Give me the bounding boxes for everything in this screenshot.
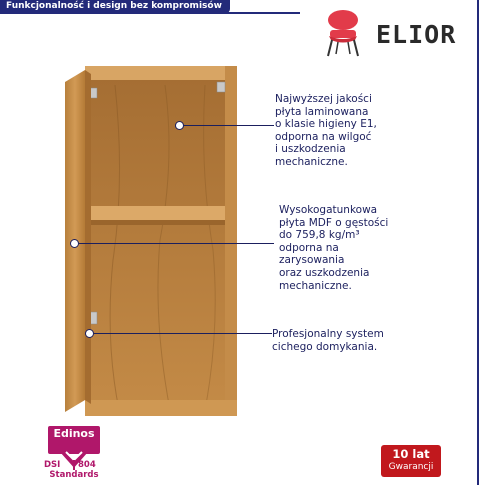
brand-logo — [318, 8, 457, 58]
callout-marker-1 — [175, 121, 184, 130]
page-title: Funkcjonalność i design bez kompromisów — [0, 0, 230, 13]
warranty-years: 10 lat — [392, 447, 430, 461]
header-underline — [0, 12, 300, 14]
callout-leader-2 — [79, 243, 274, 244]
edinos-standards: Standards — [49, 470, 99, 480]
callout-mdf: Wysokogatunkowa płyta MDF o gęstości do 759,8 kg/m³ odporna na zarysowania oraz uszkodzenia mechaniczne. — [279, 204, 389, 292]
callout-soft-close: Profesjonalny system cichego domykania. — [272, 328, 384, 353]
brand-name: ELIOR — [376, 20, 457, 49]
right-border — [477, 0, 479, 485]
chair-icon — [318, 8, 368, 58]
warranty-badge — [381, 445, 441, 477]
callout-marker-3 — [85, 329, 94, 338]
callout-leader-3 — [94, 333, 272, 334]
callout-laminate: Najwyższej jakości płyta laminowana o klasie higieny E1, odporna na wilgoć i uszkodzenia mechaniczne. — [275, 93, 377, 168]
edinos-name: Edinos — [53, 427, 95, 440]
edinos-certification-badge — [44, 424, 104, 482]
edinos-dsi: DSI — [44, 460, 61, 470]
callout-leader-1 — [184, 125, 274, 126]
callout-marker-2 — [70, 239, 79, 248]
cabinet-image — [55, 60, 245, 420]
edinos-number: 804 — [78, 460, 96, 470]
warranty-label: Gwarancji — [388, 462, 434, 472]
